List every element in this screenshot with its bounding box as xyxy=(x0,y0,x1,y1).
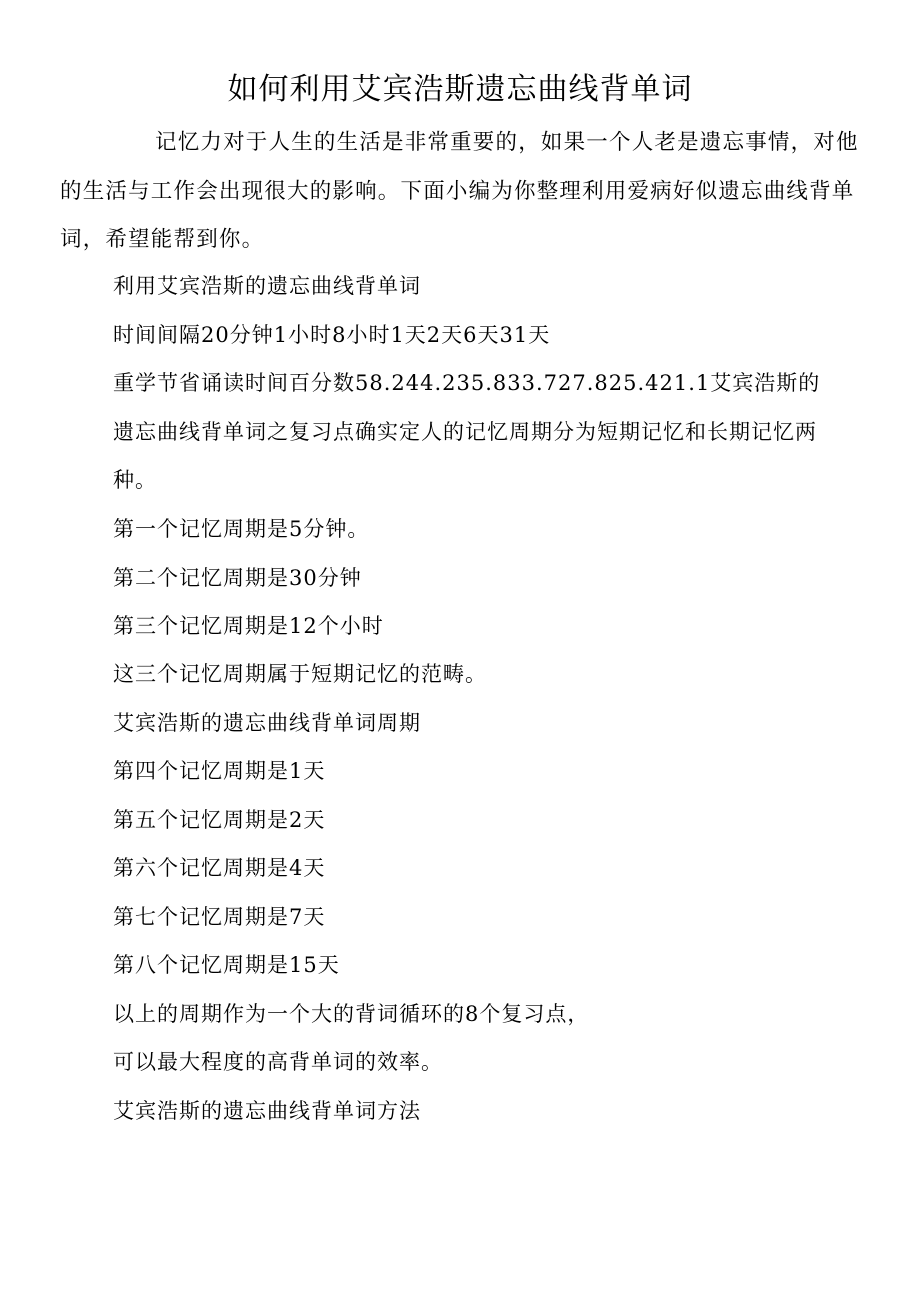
intro-paragraph xyxy=(60,119,860,265)
section-heading-approach: 艾宾浩斯的遗忘曲线背单词方法 xyxy=(113,1099,421,1123)
document-title: 如何利用艾宾浩斯遗忘曲线背单词 xyxy=(227,72,693,107)
memory-cycle-4: 第四个记忆周期是1天 xyxy=(113,759,326,783)
memory-cycle-2: 第二个记忆周期是30分钟 xyxy=(113,566,362,590)
review-percentage-paragraph: 重学节省诵读时间百分数58.244.235.833.727.825.421.1艾宾浩斯的遗忘曲线背单词之复习点确实定人的记忆周期分为短期记忆和长期记忆两种。 xyxy=(113,371,821,492)
section-heading-method: 利用艾宾浩斯的遗忘曲线背单词 xyxy=(113,274,421,298)
efficiency-line: 可以最大程度的高背单词的效率。 xyxy=(113,1050,443,1074)
review-points-summary: 以上的周期作为一个大的背词循环的8个复习点， xyxy=(113,1002,590,1026)
memory-cycle-8: 第八个记忆周期是15天 xyxy=(113,953,340,977)
memory-cycle-1: 第一个记忆周期是5分钟。 xyxy=(113,517,370,541)
memory-cycle-5: 第五个记忆周期是2天 xyxy=(113,808,326,832)
memory-cycle-6: 第六个记忆周期是4天 xyxy=(113,856,326,880)
short-term-summary: 这三个记忆周期属于短期记忆的范畴。 xyxy=(113,662,487,686)
memory-cycle-3: 第三个记忆周期是12个小时 xyxy=(113,614,384,638)
intro-text: 记忆力对于人生的生活是非常重要的，如果一个人老是遗忘事情，对他的生活与工作会出现很大的影响。下面小编为你整理利用爱病好似遗忘曲线背单词，希望能帮到你。 xyxy=(60,130,859,252)
time-interval-line: 时间间隔20分钟1小时8小时1天2天6天31天 xyxy=(113,323,551,347)
memory-cycle-7: 第七个记忆周期是7天 xyxy=(113,905,326,929)
section-heading-cycles: 艾宾浩斯的遗忘曲线背单词周期 xyxy=(113,711,421,735)
